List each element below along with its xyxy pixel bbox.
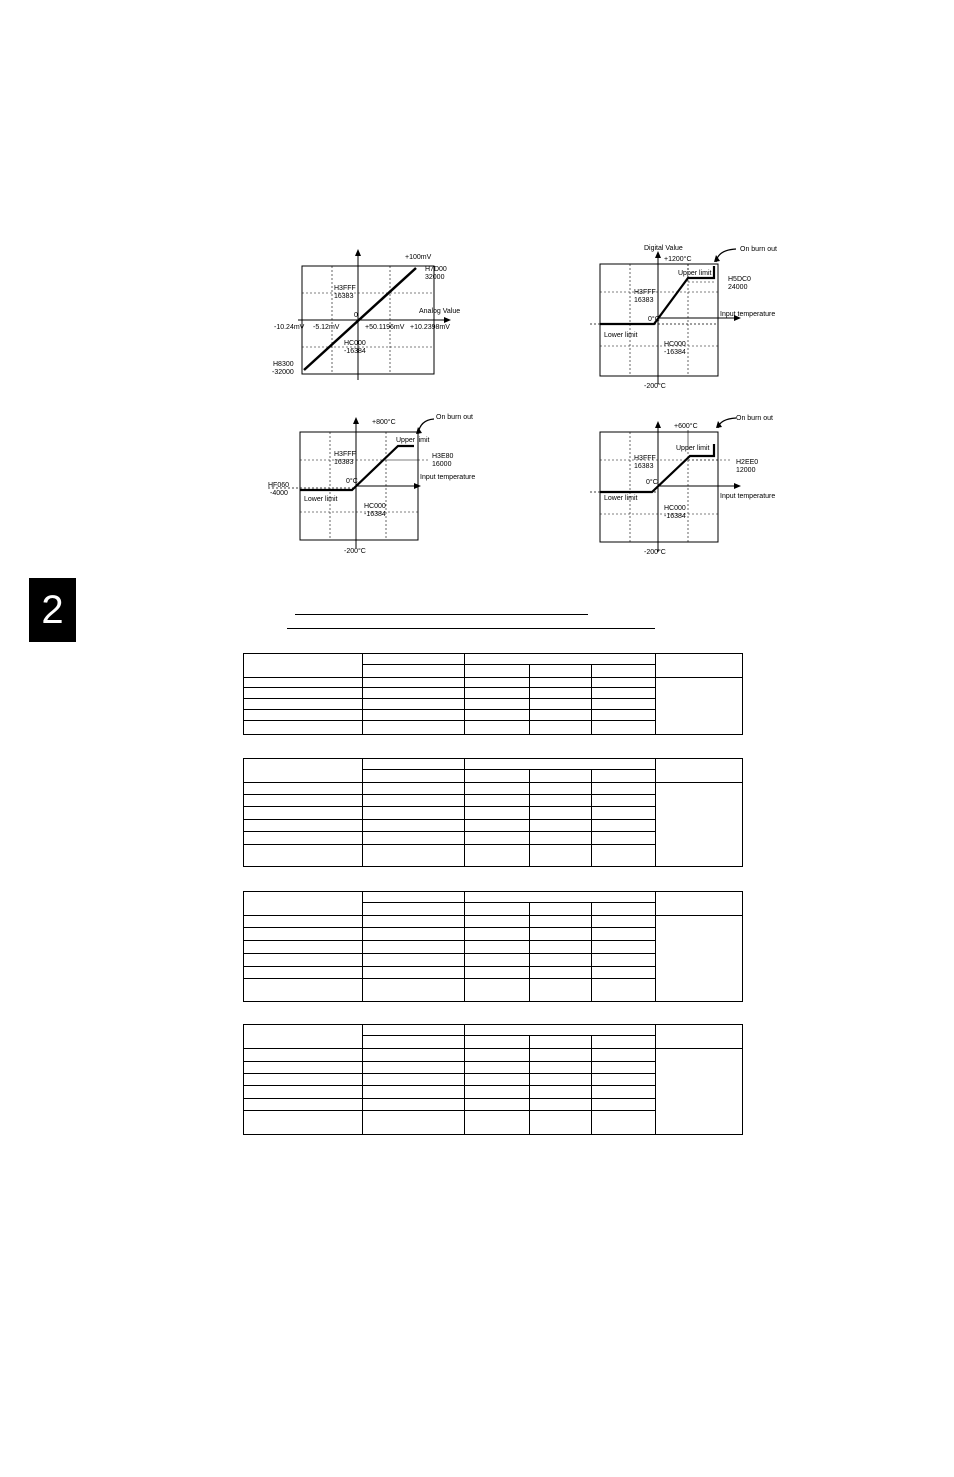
label-lower-hex: HC000 (664, 341, 686, 348)
temperature-chart-800 (268, 412, 483, 560)
label-burn-out: On burn out (736, 415, 773, 422)
label-bottom-dec: -32000 (272, 369, 294, 376)
label-lower-dec: -16384 (344, 348, 366, 355)
label-y-axis: Digital Value (644, 245, 683, 252)
label-upper-hex: H3FFF (634, 289, 656, 296)
label-max-dec: 24000 (728, 284, 748, 291)
spec-table-3 (243, 891, 743, 1002)
label-origin: 0 (354, 312, 358, 319)
subheading-underline (287, 628, 655, 629)
chapter-tab: 2 (29, 578, 76, 642)
label-top-temp: +600°C (674, 423, 698, 430)
label-lower-hex: HC000 (344, 340, 366, 347)
label-upper-hex: H3FFF (334, 451, 356, 458)
label-burn-out: On burn out (436, 414, 473, 421)
label-zero: 0°C (646, 479, 658, 486)
label-upper-dec: 16383 (334, 293, 354, 300)
label-max-hex: H3E80 (432, 453, 454, 460)
label-bottom-temp: -200°C (644, 549, 666, 556)
label-upper-hex: H3FFF (634, 455, 656, 462)
label-x-neg-full: -10.24mV (274, 324, 305, 331)
label-bottom-temp: -200°C (644, 383, 666, 390)
temperature-chart-600 (590, 414, 790, 562)
label-x-pos-full: +10.2398mV (410, 324, 450, 331)
label-lower-hex: HC000 (364, 503, 386, 510)
label-upper-limit: Upper limit (396, 437, 430, 444)
label-lower-dec: -16384 (664, 349, 686, 356)
temperature-chart-1200 (590, 242, 790, 392)
label-x-axis: Input temperature (420, 474, 476, 481)
label-min-dec: -4000 (270, 490, 288, 497)
label-zero: 0°C (346, 478, 358, 485)
spec-table-1 (243, 653, 743, 735)
label-top-dec: 32000 (425, 274, 445, 281)
spec-table-4 (243, 1024, 743, 1135)
label-top-temp: +800°C (372, 419, 396, 426)
label-bottom-temp: -200°C (344, 548, 366, 555)
heading-underline (295, 614, 588, 615)
label-top-temp: +1200°C (664, 256, 692, 263)
label-upper-dec: 16383 (334, 459, 354, 466)
label-max-hex: H5DC0 (728, 276, 751, 283)
label-lower-limit: Lower limit (604, 332, 638, 339)
label-lower-limit: Lower limit (304, 496, 338, 503)
label-max-hex: H2EE0 (736, 459, 759, 466)
label-max-dec: 12000 (736, 467, 756, 474)
label-zero: 0°C (648, 316, 660, 323)
label-axis: Analog Value (419, 308, 461, 315)
label-top-value: +100mV (405, 254, 432, 261)
voltage-conversion-chart (270, 246, 470, 380)
label-x-axis: Input temperature (720, 311, 776, 318)
label-bottom-hex: H8300 (273, 361, 294, 368)
label-burn-out: On burn out (740, 246, 777, 253)
label-lower-dec: -16384 (664, 513, 686, 520)
label-upper-dec: 16383 (634, 463, 654, 470)
label-upper-limit: Upper limit (678, 270, 712, 277)
label-lower-hex: HC000 (664, 505, 686, 512)
label-upper-dec: 16383 (634, 297, 654, 304)
label-upper-limit: Upper limit (676, 445, 710, 452)
label-x-axis: Input temperature (720, 493, 776, 500)
label-max-dec: 16000 (432, 461, 452, 468)
label-upper-hex: H3FFF (334, 285, 356, 292)
label-top-hex: H7D00 (425, 266, 447, 273)
label-x-pos-half: +50.1196mV (365, 324, 405, 331)
spec-table-2 (243, 758, 743, 867)
label-lower-dec: -16384 (364, 511, 386, 518)
label-x-neg-half: -5.12mV (313, 324, 340, 331)
label-min-hex: HF060 (268, 482, 290, 489)
label-lower-limit: Lower limit (604, 495, 638, 502)
